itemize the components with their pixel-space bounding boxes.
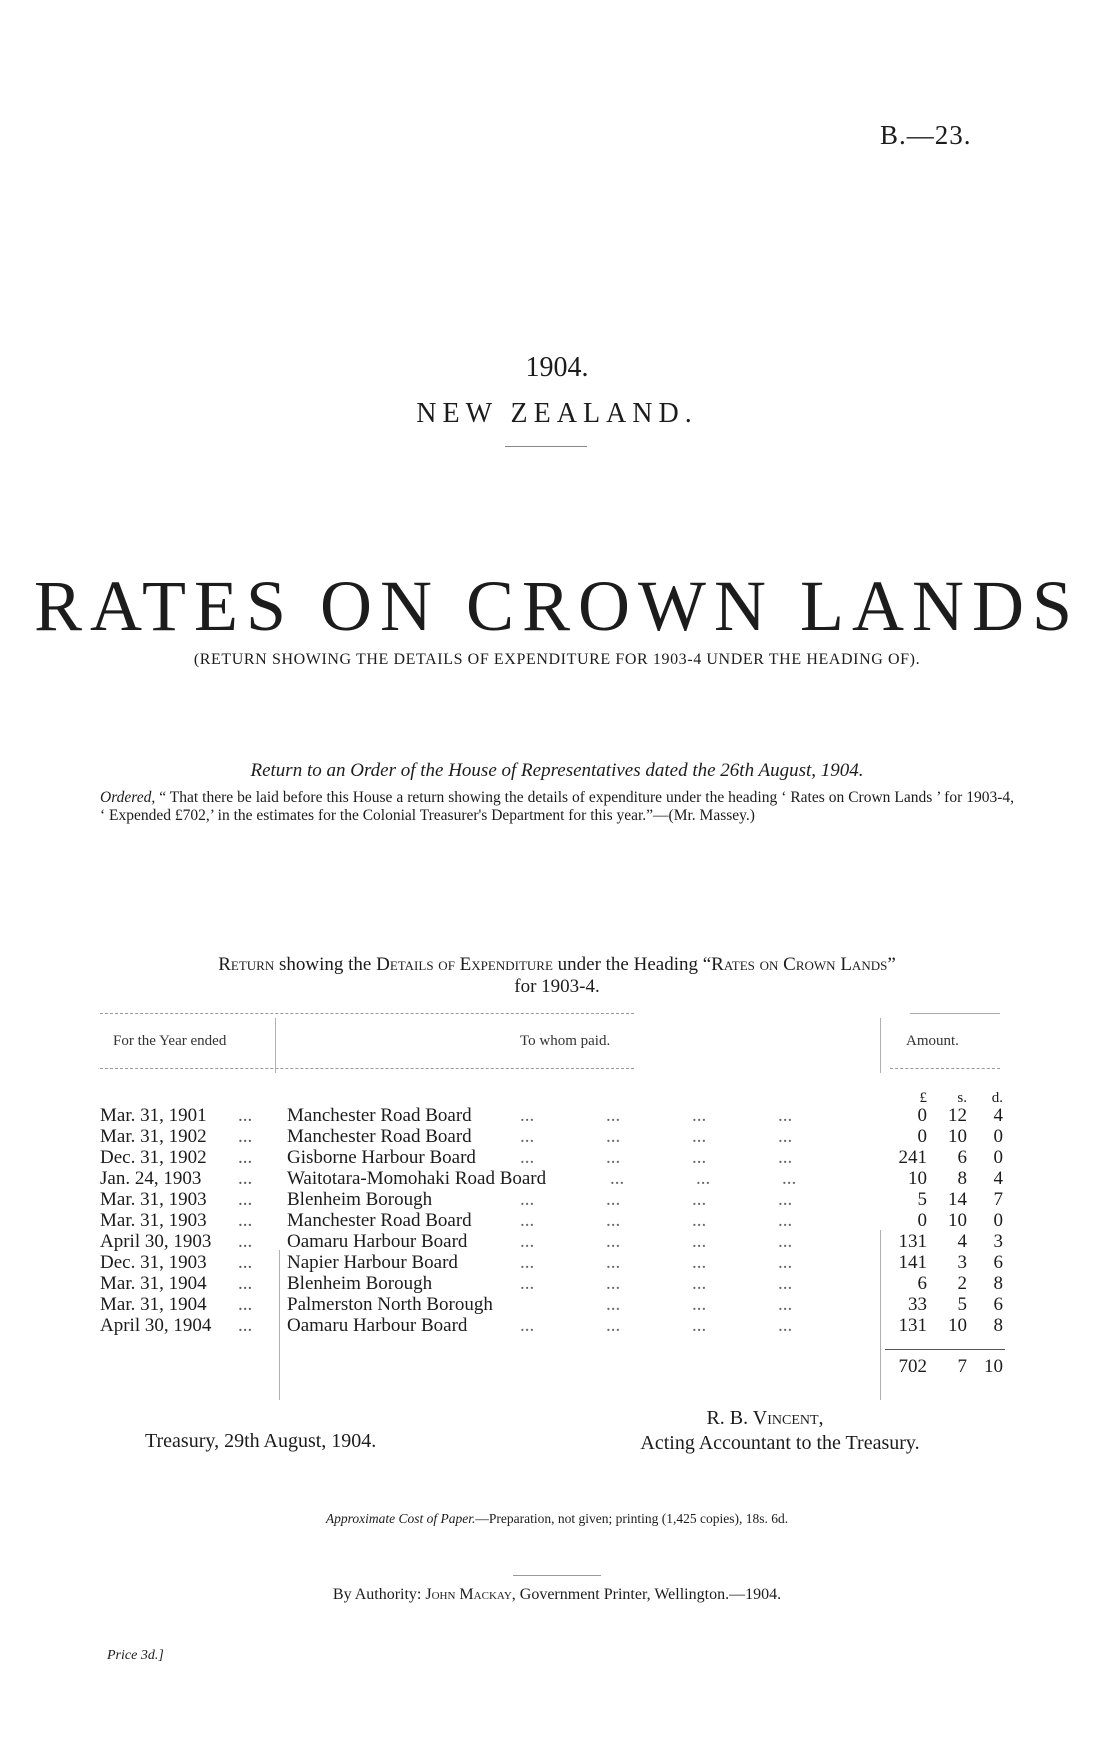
row-leader: ... ... ... ... (520, 1126, 793, 1147)
row-date: Mar. 31, 1903 (100, 1189, 207, 1210)
table-row: Dec. 31, 1902 ... Gisborne Harbour Board ... ... ... ... 241 6 0 (100, 1147, 1003, 1168)
table-row: Mar. 31, 1904 ... Blenheim Borough ... ... ... ... 6 2 8 (100, 1273, 1003, 1294)
authority-suffix: Government Printer, Wellington.—1904. (519, 1586, 782, 1603)
total-rule (885, 1349, 1005, 1350)
table-row: Mar. 31, 1903 ... Manchester Road Board ... ... ... ... 0 10 0 (100, 1210, 1003, 1231)
row-date-leader: ... (238, 1252, 253, 1273)
column-divider-head-1 (275, 1018, 276, 1073)
table-heading (90, 954, 1024, 998)
table-heading-line2: for 1903-4. (514, 976, 600, 997)
row-date-leader: ... (238, 1231, 253, 1252)
authority-prefix: By Authority: (332, 1586, 422, 1603)
row-payee: Palmerston North Borough (287, 1294, 493, 1315)
table-row: Mar. 31, 1903 ... Blenheim Borough ... ... ... ... 5 14 7 (100, 1189, 1003, 1210)
printer-name: John Mackay, (425, 1586, 516, 1603)
row-date-leader: ... (238, 1210, 253, 1231)
document-country: NEW ZEALAND. (416, 398, 698, 429)
row-leader: ... ... ... ... (520, 1252, 793, 1273)
order-heading: Return to an Order of the House of Representatives dated the 26th August, 1904. (250, 760, 864, 781)
row-date-leader: ... (238, 1126, 253, 1147)
unit-pounds: £ (919, 1090, 927, 1106)
table-row: Mar. 31, 1904 ... Palmerston North Borough ... ... ... 33 5 6 (100, 1294, 1003, 1315)
table-row: Mar. 31, 1902 ... Manchester Road Board ... ... ... ... 0 10 0 (100, 1126, 1003, 1147)
row-leader: ... ... ... ... (520, 1189, 793, 1210)
column-header-payee: To whom paid. (520, 1033, 611, 1049)
table-row: Dec. 31, 1903 ... Napier Harbour Board ... ... ... ... 141 3 6 (100, 1252, 1003, 1273)
row-payee: Napier Harbour Board (287, 1252, 458, 1273)
row-payee: Gisborne Harbour Board (287, 1147, 476, 1168)
table-row: Jan. 24, 1903 ... Waitotara-Momohaki Road Board ... ... ... 10 8 4 (100, 1168, 1003, 1189)
row-leader: ... ... ... ... (520, 1315, 793, 1336)
unit-pence: d. (991, 1090, 1003, 1106)
document-reference: B.—23. (880, 120, 972, 150)
table-header-rule-right (890, 1068, 1000, 1069)
place-and-date: Treasury, 29th August, 1904. (145, 1430, 377, 1452)
row-payee: Blenheim Borough (287, 1189, 433, 1210)
row-date-leader: ... (238, 1294, 253, 1315)
table-heading-return: Return (218, 954, 275, 975)
table-top-rule-right (910, 1013, 1000, 1014)
page-subtitle: (RETURN SHOWING THE DETAILS OF EXPENDITURE FOR 1903-4 UNDER THE HEADING OF). (193, 651, 921, 668)
row-date: Mar. 31, 1902 (100, 1126, 207, 1147)
table-row: Mar. 31, 1901 ... Manchester Road Board ... ... ... ... 0 12 4 (100, 1105, 1003, 1126)
footer-divider (513, 1575, 601, 1576)
row-date: Dec. 31, 1903 (100, 1252, 207, 1273)
row-date-leader: ... (238, 1168, 253, 1189)
table-heading-details: Details of Expenditure (376, 954, 553, 975)
row-leader: ... ... ... (610, 1168, 797, 1189)
row-leader: ... ... ... ... (520, 1231, 793, 1252)
approximate-cost-note (0, 1511, 1114, 1527)
table-top-rule-left (100, 1013, 634, 1014)
row-payee: Waitotara-Momohaki Road Board (287, 1168, 547, 1189)
table-heading-close-quote: ” (887, 954, 896, 975)
row-date-leader: ... (238, 1315, 253, 1336)
row-date: Mar. 31, 1904 (100, 1273, 207, 1294)
row-leader: ... ... ... ... (520, 1105, 793, 1126)
table-heading-under: under the Heading “ (557, 954, 712, 975)
page-title: RATES ON CROWN LANDS (33, 566, 1081, 646)
row-date: April 30, 1904 (100, 1315, 212, 1336)
row-date-leader: ... (238, 1273, 253, 1294)
table-header-rule-left (100, 1068, 634, 1069)
row-payee: Oamaru Harbour Board (287, 1231, 468, 1252)
table-heading-line1 (90, 954, 1024, 976)
row-date-leader: ... (238, 1189, 253, 1210)
printer-authority (0, 1586, 1114, 1604)
row-date-leader: ... (238, 1147, 253, 1168)
row-leader: ... ... ... ... (520, 1147, 793, 1168)
header-divider (505, 446, 587, 447)
row-date-leader: ... (238, 1105, 253, 1126)
signer-name: R. B. Vincent, (706, 1407, 824, 1429)
row-payee: Blenheim Borough (287, 1273, 433, 1294)
table-row: April 30, 1904 ... Oamaru Harbour Board ... ... ... ... 131 10 8 (100, 1315, 1003, 1336)
row-date: Jan. 24, 1903 (100, 1168, 202, 1189)
row-leader: ... ... ... ... (520, 1210, 793, 1231)
price-note: Price 3d.] (107, 1648, 164, 1663)
document-year: 1904. (525, 352, 589, 383)
row-date: Mar. 31, 1901 (100, 1105, 207, 1126)
row-payee: Oamaru Harbour Board (287, 1315, 468, 1336)
cost-text: —Preparation, not given; printing (1,425 copies), 18s. 6d. (475, 1511, 789, 1526)
total-row: 702 7 10 (898, 1356, 1003, 1377)
order-label: Ordered, (100, 789, 156, 806)
unit-shillings: s. (957, 1090, 967, 1106)
cost-label: Approximate Cost of Paper. (325, 1511, 476, 1526)
table-heading-showing: showing the (279, 954, 372, 975)
row-date: Dec. 31, 1902 (100, 1147, 207, 1168)
row-payee: Manchester Road Board (287, 1210, 472, 1231)
row-date: Mar. 31, 1904 (100, 1294, 207, 1315)
row-leader: ... ... ... ... (520, 1273, 793, 1294)
signer-title: Acting Accountant to the Treasury. (640, 1432, 920, 1454)
row-date: April 30, 1903 (100, 1231, 212, 1252)
row-payee: Manchester Road Board (287, 1126, 472, 1147)
row-leader: ... ... ... (606, 1294, 793, 1315)
column-header-date: For the Year ended (113, 1033, 227, 1049)
column-divider-head-2 (880, 1018, 881, 1073)
order-paragraph (100, 789, 1014, 825)
row-payee: Manchester Road Board (287, 1105, 472, 1126)
column-header-amount: Amount. (906, 1033, 959, 1049)
table-heading-rates: Rates on Crown Lands (711, 954, 888, 975)
row-date: Mar. 31, 1903 (100, 1210, 207, 1231)
table-row: April 30, 1903 ... Oamaru Harbour Board ... ... ... ... 131 4 3 (100, 1231, 1003, 1252)
order-body: “ That there be laid before this House a return showing the details of expenditure under the heading ‘ Rates on Crown Lands ’ for 1903-4, ‘ Expended £702,’ in the estimates for the Colonial Treasurer's Department for this year.”—(Mr. Massey.) (100, 789, 1014, 824)
